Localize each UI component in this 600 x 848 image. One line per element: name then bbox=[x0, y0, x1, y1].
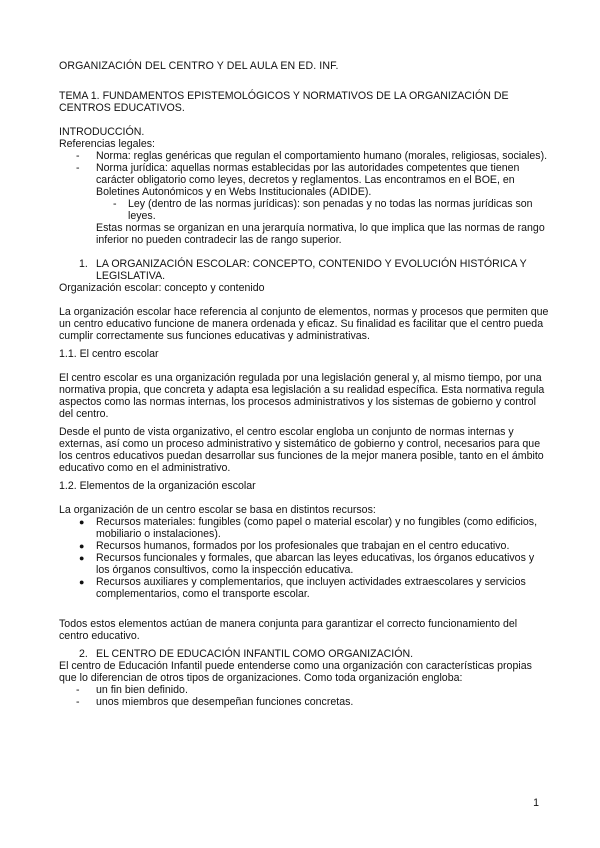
list-item: - Norma: reglas genéricas que regulan el comportamiento humano (morales, religiosas, sociales). bbox=[76, 150, 548, 162]
intro-title: INTRODUCCIÓN. bbox=[59, 126, 145, 138]
list-item: - Ley (dentro de las normas jurídicas): son penadas y no todas las normas jurídicas son leyes. bbox=[113, 198, 533, 222]
list-item: ● Recursos auxiliares y complementarios, que incluyen actividades extraescolares y servicios complementarios, como el transporte escolar. bbox=[79, 576, 526, 600]
organization-list bbox=[59, 684, 549, 708]
document-page bbox=[59, 60, 549, 708]
list-item: - un fin bien definido. bbox=[76, 684, 188, 696]
resources-list bbox=[59, 516, 549, 600]
section-1-title: 1. LA ORGANIZACIÓN ESCOLAR: CONCEPTO, CONTENIDO Y EVOLUCIÓN HISTÓRICA Y LEGISLATIVA. bbox=[79, 258, 527, 282]
section-1-subtitle: Organización escolar: concepto y contenido bbox=[59, 282, 265, 294]
paragraph: La organización escolar hace referencia al conjunto de elementos, normas y procesos que permiten que un centro educativo funcione de manera ordenada y eficaz. Su finalidad es facilitar que el centro pueda cumplir correctamente sus funciones educativas y administrativas. bbox=[59, 306, 549, 342]
page-number: 1 bbox=[533, 797, 539, 809]
paragraph: La organización de un centro escolar se basa en distintos recursos: bbox=[59, 504, 376, 516]
paragraph: El centro de Educación Infantil puede entenderse como una organización con características propias que lo diferencian de otros tipos de organizaciones. Como toda organización engloba: bbox=[59, 660, 532, 684]
paragraph: Desde el punto de vista organizativo, el centro escolar engloba un conjunto de normas internas y externas, así como un proceso administrativo y sistemático de gobierno y control, necesarios para que los centros educativos puedan desarrollar sus funciones de la mejor manera posible, tanto en el ámbito educativo como en el administrativo. bbox=[59, 426, 544, 474]
document-heading: ORGANIZACIÓN DEL CENTRO Y DEL AULA EN ED. INF. bbox=[59, 60, 339, 72]
refs-sublist bbox=[59, 198, 549, 222]
subsection-1-2-title: 1.2. Elementos de la organización escolar bbox=[59, 480, 256, 492]
intro-closing: Estas normas se organizan en una jerarquía normativa, lo que implica que las normas de rango inferior no pueden contradecir las de rango superior. bbox=[96, 222, 545, 246]
paragraph: Todos estos elementos actúan de manera conjunta para garantizar el correcto funcionamiento del centro educativo. bbox=[59, 618, 518, 642]
paragraph: El centro escolar es una organización regulada por una legislación general y, al mismo tiempo, por una normativa propia, que concreta y adapta esa legislación a su realidad específica. Esta normativa regula aspectos como las normas internas, los procesos administrativos y los sistemas de gobierno y control del centro. bbox=[59, 372, 545, 420]
section-2-title: 2. EL CENTRO DE EDUCACIÓN INFANTIL COMO ORGANIZACIÓN. bbox=[79, 648, 414, 660]
list-item: - Norma jurídica: aquellas normas establecidas por las autoridades competentes que tienen carácter obligatorio como leyes, decretos y reglamentos. Las encontramos en el BOE, en Boletines Autonómicos y en Webs Institucionales (ADIDE). bbox=[76, 162, 520, 198]
tema-title: TEMA 1. FUNDAMENTOS EPISTEMOLÓGICOS Y NORMATIVOS DE LA ORGANIZACIÓN DE CENTROS EDUCATIVOS. bbox=[59, 90, 509, 114]
refs-label: Referencias legales: bbox=[59, 138, 155, 150]
list-item: ● Recursos funcionales y formales, que abarcan las leyes educativas, los órganos educativos y los órganos consultivos, como la inspección educativa. bbox=[79, 552, 535, 576]
list-item: ● Recursos humanos, formados por los profesionales que trabajan en el centro educativo. bbox=[79, 540, 510, 552]
refs-list bbox=[59, 150, 549, 198]
list-item: ● Recursos materiales: fungibles (como papel o material escolar) y no fungibles (como edificios, mobiliario o instalaciones). bbox=[79, 516, 538, 540]
subsection-1-1-title: 1.1. El centro escolar bbox=[59, 348, 159, 360]
list-item: - unos miembros que desempeñan funciones concretas. bbox=[76, 696, 354, 708]
